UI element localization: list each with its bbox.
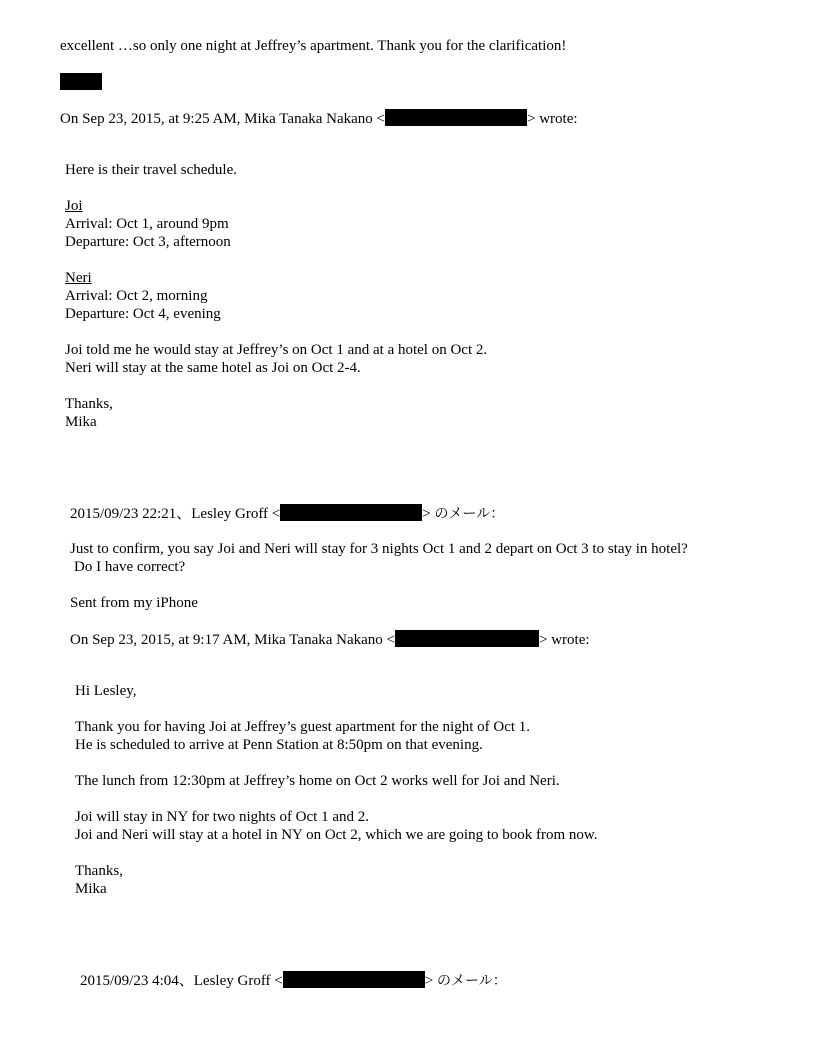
- lesley-header-1-prefix: 2015/09/23 22:21、Lesley Groff <: [70, 506, 281, 522]
- neri-heading: Neri: [65, 270, 92, 286]
- joi-heading: Joi: [65, 198, 83, 214]
- sent-from-iphone: Sent from my iPhone: [70, 595, 198, 611]
- msg2-p3-l1: Joi will stay in NY for two nights of Oct 1 and 2.: [75, 809, 370, 825]
- msg2-p3-l2: Joi and Neri will stay at a hotel in NY on Oct 2, which we are going to book from now.: [75, 827, 598, 843]
- msg2-p2: The lunch from 12:30pm at Jeffrey’s home on Oct 2 works well for Joi and Neri.: [75, 773, 560, 789]
- lesley-header-2-suffix: のメール：: [436, 973, 507, 989]
- joi-departure: Departure: Oct 3, afternoon: [65, 234, 231, 250]
- schedule-intro: Here is their travel schedule.: [65, 162, 238, 178]
- quote-header-1-suffix: > wrote:: [527, 111, 578, 127]
- quote-header-2-suffix: > wrote:: [539, 632, 590, 648]
- neri-arrival: Arrival: Oct 2, morning: [65, 288, 208, 304]
- schedule-note-1: Joi told me he would stay at Jeffrey’s on Oct 1 and at a hotel on Oct 2.: [65, 342, 488, 358]
- lesley-header-1: 2015/09/23 22:21、Lesley Groff < > のメール：: [70, 506, 505, 522]
- redacted-email: [280, 504, 422, 521]
- reply-top-line: excellent …so only one night at Jeffrey’s apartment. Thank you for the clarification!: [60, 38, 567, 54]
- signoff-thanks-1: Thanks,: [65, 396, 113, 412]
- signoff-thanks-2: Thanks,: [75, 863, 123, 879]
- quote-header-1-prefix: On Sep 23, 2015, at 9:25 AM, Mika Tanaka Nakano <: [60, 111, 386, 127]
- lesley-header-2: 2015/09/23 4:04、Lesley Groff < > のメール：: [80, 973, 507, 989]
- redacted-email: [283, 971, 425, 988]
- quote-header-2-prefix: On Sep 23, 2015, at 9:17 AM, Mika Tanaka Nakano <: [70, 632, 396, 648]
- signoff-name-1: Mika: [65, 414, 97, 430]
- redacted-signature: [60, 73, 102, 92]
- lesley-header-1-suffix: のメール：: [434, 506, 505, 522]
- neri-departure: Departure: Oct 4, evening: [65, 306, 221, 322]
- lesley-body-2: Do I have correct?: [74, 559, 186, 575]
- signoff-name-2: Mika: [75, 881, 107, 897]
- redaction-block: [60, 73, 102, 90]
- quote-header-2: [70, 630, 590, 649]
- joi-arrival: Arrival: Oct 1, around 9pm: [65, 216, 229, 232]
- lesley-header-2-prefix: 2015/09/23 4:04、Lesley Groff <: [80, 973, 283, 989]
- greeting: Hi Lesley,: [75, 683, 137, 699]
- redacted-email: [385, 109, 527, 126]
- schedule-note-2: Neri will stay at the same hotel as Joi on Oct 2-4.: [65, 360, 361, 376]
- lesley-body-1: Just to confirm, you say Joi and Neri will stay for 3 nights Oct 1 and 2 depart on Oct 3 to stay in hotel?: [70, 541, 688, 557]
- redacted-email: [395, 630, 539, 647]
- msg2-p1-l2: He is scheduled to arrive at Penn Station at 8:50pm on that evening.: [75, 737, 483, 753]
- quote-header-1: [60, 109, 578, 128]
- msg2-p1-l1: Thank you for having Joi at Jeffrey’s guest apartment for the night of Oct 1.: [75, 719, 531, 735]
